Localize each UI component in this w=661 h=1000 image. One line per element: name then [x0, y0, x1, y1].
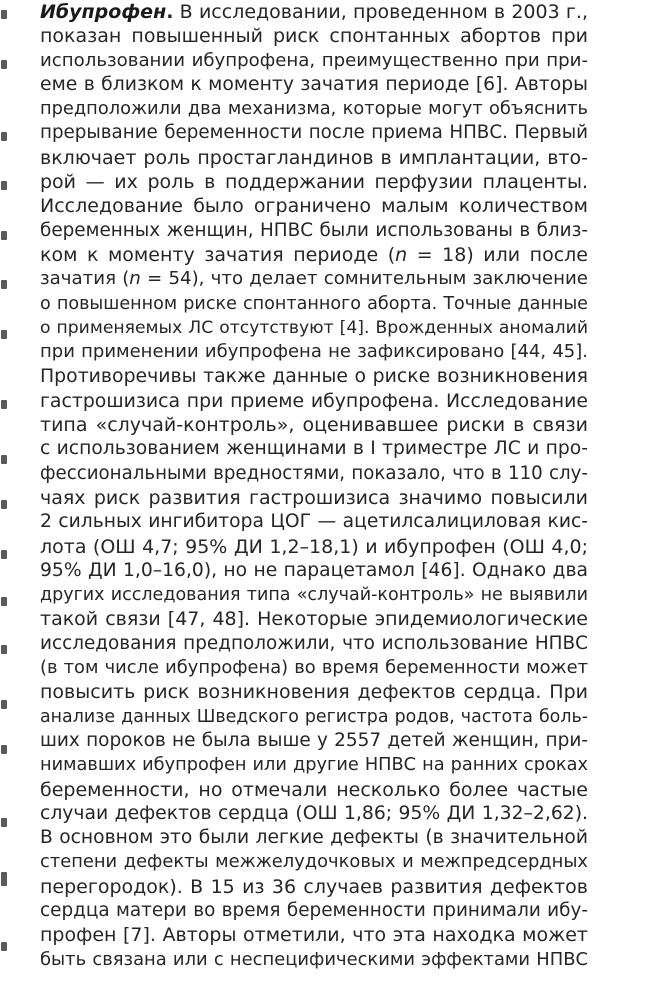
margin-mark: [1, 400, 7, 409]
text-line: исследования предположили, что использование НПВС: [40, 632, 588, 654]
text-line: Противоречивы также данные о риске возникновения: [40, 365, 588, 388]
text-line: гастрошизиса при приеме ибупрофена. Исследование: [40, 389, 588, 412]
margin-mark: [1, 231, 7, 240]
margin-mark: [1, 700, 7, 709]
margin-mark: [1, 645, 7, 654]
margin-mark: [1, 181, 7, 190]
margin-mark: [1, 597, 7, 606]
text-line: использовании ибупрофена, преимущественно при при-: [40, 49, 588, 71]
text-line: предположили два механизма, которые могут объяснить: [40, 98, 588, 120]
margin-mark: [1, 500, 7, 509]
margin-mark: [1, 455, 7, 464]
margin-mark: [1, 330, 7, 339]
text-line: [40, 0, 588, 24]
text-line: сердца матери во время беременности принимали ибу-: [40, 899, 588, 921]
text-line: чаях риск развития гастрошизиса значимо повысили: [40, 486, 588, 509]
lead-term: Ибупрофен: [40, 1, 167, 23]
text-line: показан повышенный риск спонтанных абортов при: [40, 25, 588, 48]
margin-mark: [1, 745, 7, 754]
text-line-rest: В исследовании, проведенном в 2003 г.,: [173, 1, 588, 23]
text-line: при применении ибупрофена не зафиксировано [44, 45].: [40, 341, 588, 363]
text-line: с использованием женщинами в I триместре ЛС и про-: [40, 438, 588, 460]
text-line: быть связана или с неспецифическими эффектами НПВС: [40, 948, 588, 970]
text-line: включает роль простагландинов в имплантации, вто-: [40, 146, 588, 169]
text-line: типа «случай-контроль», оценивавшее риски в связи: [40, 414, 588, 437]
margin-mark: [1, 942, 7, 951]
text-line: такой связи [47, 48]. Некоторые эпидемиологические: [40, 608, 588, 631]
sample-size-symbol: n: [395, 243, 408, 266]
text-line: нимавших ибупрофен или другие НПВС на ранних сроках: [40, 755, 588, 776]
text-line: случаи дефектов сердца (ОШ 1,86; 95% ДИ 1,32–2,62).: [40, 802, 588, 824]
text-line: [40, 243, 588, 267]
margin-mark: [1, 872, 7, 886]
text-line: рой — их роль в поддержании перфузии плаценты.: [40, 171, 588, 194]
margin-mark: [1, 132, 7, 141]
text-line: В основном это были легкие дефекты (в значительной: [40, 827, 588, 849]
text-line: ших пороков не была выше у 2557 детей женщин, при-: [40, 729, 588, 751]
text-line: Исследование было ограничено малым количеством: [40, 195, 588, 218]
text-line: о повышенном риске спонтанного аборта. Точные данные: [40, 293, 588, 314]
text-line: фессиональными вредностями, показало, что в 110 слу-: [40, 462, 588, 484]
text-line: перегородок). В 15 из 36 случаев развития дефектов: [40, 875, 588, 898]
text-line: прерывание беременности после приема НПВС. Первый: [40, 122, 588, 144]
margin-mark: [1, 10, 7, 19]
text-line: о применяемых ЛС отсутствуют [4]. Врожденных аномалий: [40, 317, 588, 338]
text-segment: ком к моменту зачатия периоде (: [40, 243, 396, 266]
text-line: [40, 267, 588, 291]
left-margin-artifacts: [0, 0, 12, 1000]
text-line: степени дефекты межжелудочковых и межпредсердных: [40, 851, 588, 873]
text-line: других исследования типа «случай-контроль» не выявили: [40, 585, 588, 606]
body-text-column: [40, 0, 588, 972]
text-line: лота (ОШ 4,7; 95% ДИ 1,2–18,1) и ибупрофен (ОШ 4,0;: [40, 535, 588, 558]
lead-term-punct: .: [166, 1, 174, 23]
text-line: повысить риск возникновения дефектов сердца. При: [40, 681, 588, 704]
text-segment: = 54), что делает сомнительным заключение: [140, 268, 588, 290]
text-segment: зачатия (: [40, 268, 130, 290]
text-line: 2 сильных ингибитора ЦОГ — ацетилсалициловая кис-: [40, 511, 588, 533]
sample-size-symbol: n: [129, 268, 141, 290]
margin-mark: [1, 550, 7, 559]
margin-mark: [1, 280, 7, 289]
margin-mark: [1, 60, 7, 69]
text-line: профен [7]. Авторы отметили, что эта находка может: [40, 924, 588, 947]
text-segment: = 18) или после: [407, 243, 588, 266]
text-line: (в том числе ибупрофена) во время беременности может: [40, 657, 588, 679]
margin-mark: [1, 818, 7, 827]
text-line: 95% ДИ 1,0–16,0), но не парацетамол [46]. Однако два: [40, 559, 588, 581]
text-line: анализе данных Шведского регистра родов, частота боль-: [40, 706, 588, 727]
text-line: беременных женщин, НПВС были использованы в близ-: [40, 219, 588, 241]
text-line: беременности, но отмечали несколько более частые: [40, 778, 588, 801]
text-line: еме в близком к моменту зачатия периоде [6]. Авторы: [40, 73, 588, 95]
